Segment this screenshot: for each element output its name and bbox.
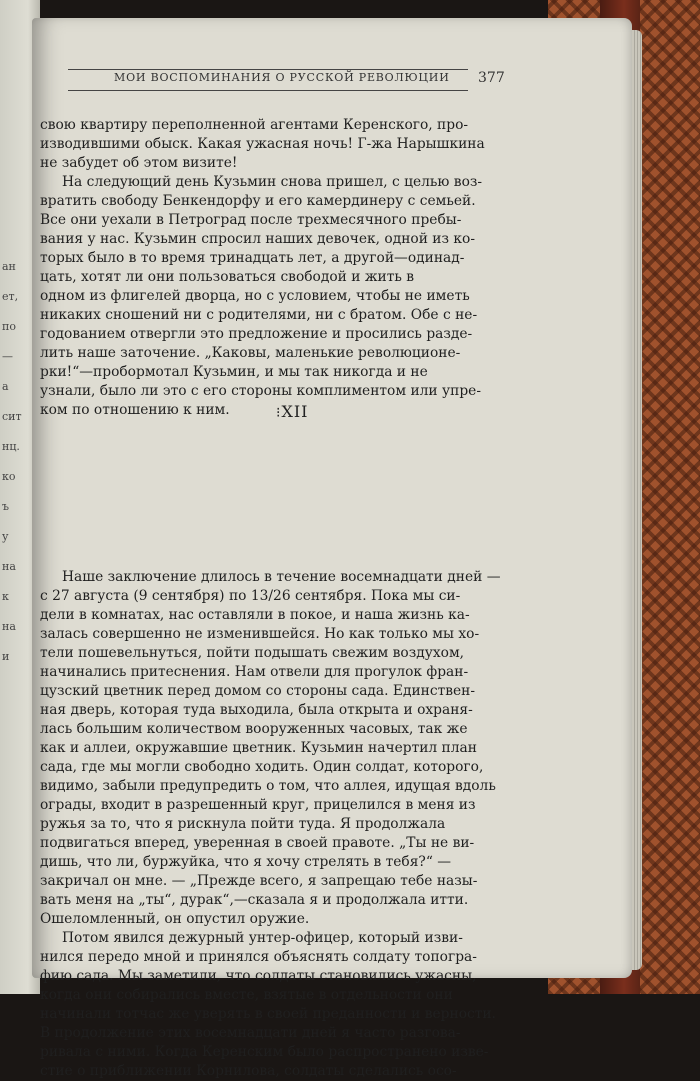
text-line: ком по отношению к ним. [40, 402, 230, 418]
chapter-mark-icon: ⁝ [276, 405, 282, 421]
text-line: торых было в то время тринадцать лет, а другой—одинад- [40, 250, 465, 266]
text-line: одном из флигелей дворца, но с условием, чтобы не иметь [40, 288, 470, 304]
text-line: подвигаться вперед, уверенная в своей правоте. „Ты не ви- [40, 835, 475, 851]
text-line: ограды, входит в разрешенный круг, прицелился в меня из [40, 797, 476, 813]
left-page-fragment: сит [2, 410, 22, 423]
paragraph-4 [40, 929, 502, 1081]
left-page-fragment: на [2, 620, 16, 633]
text-line: Наше заключение длилось в течение восемнадцати дней — [62, 569, 501, 585]
text-line: вратить свободу Бенкендорфу и его камердинеру с семьей. [40, 193, 476, 209]
text-line: свою квартиру переполненной агентами Керенского, про- [40, 117, 469, 133]
paragraph-3 [40, 568, 502, 929]
text-line: На следующий день Кузьмин снова пришел, с целью воз- [62, 174, 483, 190]
left-page-fragment: на [2, 560, 16, 573]
text-line: Ошеломленный, он опустил оружие. [40, 911, 310, 927]
text-line: ривала с ними. Когда Керенским было распространено изве- [40, 1044, 489, 1060]
text-line: изводившими обыск. Какая ужасная ночь! Г-жа Нарышкина [40, 136, 485, 152]
text-line: фию сада. Мы заметили, что солдаты становились ужасны, [40, 968, 477, 984]
left-page-fragment: ъ [2, 500, 9, 513]
left-page-fragment: и [2, 650, 10, 663]
left-page-fragment: а [2, 380, 9, 393]
left-page-fragment: ан [2, 260, 16, 273]
text-line: Потом явился дежурный унтер-офицер, который изви- [62, 930, 463, 946]
chapter-heading [276, 402, 308, 421]
text-line: ружья за то, что я рискнула пойти туда. Я продолжала [40, 816, 446, 832]
left-page-fragment: по [2, 320, 16, 333]
header-rule-bottom [68, 90, 468, 91]
text-line: не забудет об этом визите! [40, 155, 238, 171]
text-line: узнали, было ли это с его стороны комплиментом или упре- [40, 383, 481, 399]
text-line: начинали тотчас же уверять в своей преданности и верности. [40, 1006, 496, 1022]
header-rule-top [68, 69, 468, 70]
chapter-number: XII [281, 402, 309, 421]
text-line: залась совершенно не изменившейся. Но как только мы хо- [40, 626, 480, 642]
text-line: стие о приближении Корнилова, солдаты сделались осо- [40, 1063, 457, 1079]
page-number: 377 [478, 70, 505, 86]
text-line: Все они уехали в Петроград после трехмесячного пребы- [40, 212, 462, 228]
text-line: цузский цветник перед домом со стороны сада. Единствен- [40, 683, 476, 699]
text-line: лить наше заточение. „Каковы, маленькие революционе- [40, 345, 461, 361]
text-line: В продолжение этих восемнадцати дней я часто разгова- [40, 1025, 461, 1041]
body-text [40, 116, 502, 1081]
text-line: начинались притеснения. Нам отвели для прогулок фран- [40, 664, 469, 680]
paragraph-1 [40, 116, 502, 173]
left-page-fragment: — [2, 350, 13, 363]
text-line: никаких сношений ни с родителями, ни с братом. Обе с не- [40, 307, 478, 323]
text-line: дели в комнатах, нас оставляли в покое, и наша жизнь ка- [40, 607, 470, 623]
text-line: ная дверь, которая туда выходила, была открыта и охраня- [40, 702, 473, 718]
text-line: лась большим количеством вооруженных часовых, так же [40, 721, 468, 737]
left-page-fragment: у [2, 530, 9, 543]
text-line: дишь, что ли, буржуйка, что я хочу стрелять в тебя?“ — [40, 854, 452, 870]
text-line: рки!“—пробормотал Кузьмин, и мы так никогда и не [40, 364, 428, 380]
text-line: с 27 августа (9 сентября) по 13/26 сентября. Пока мы си- [40, 588, 461, 604]
text-line: сада, где мы могли свободно ходить. Один солдат, которого, [40, 759, 484, 775]
left-page-fragment: к [2, 590, 9, 603]
text-line: цать, хотят ли они пользоваться свободой и жить в [40, 269, 415, 285]
left-page-fragment: ет, [2, 290, 19, 303]
text-line: как и аллеи, окружавшие цветник. Кузьмин начертил план [40, 740, 477, 756]
text-line: когда они собирались вместе, взятые в отдельности они [40, 987, 453, 1003]
text-line: вать меня на „ты“, дурак“,—сказала я и продолжала итти. [40, 892, 469, 908]
text-line: вания у нас. Кузьмин спросил наших девочек, одной из ко- [40, 231, 475, 247]
left-page-fragment: ко [2, 470, 16, 483]
text-line: тели пошевельнуться, пойти подышать свежим воздухом, [40, 645, 465, 661]
text-line: закричал он мне. — „Прежде всего, я запрещаю тебе назы- [40, 873, 478, 889]
text-line: годованием отвергли это предложение и просились разде- [40, 326, 473, 342]
text-line: нился передо мной и принялся объяснять солдату топогра- [40, 949, 477, 965]
page-header [68, 60, 508, 90]
running-head: МОИ ВОСПОМИНАНИЯ О РУССКОЙ РЕВОЛЮЦИИ [114, 71, 450, 84]
left-page-fragment: нц. [2, 440, 20, 453]
text-line: видимо, забыли предупредить о том, что аллея, идущая вдоль [40, 778, 496, 794]
section-gap [40, 420, 502, 568]
paragraph-2 [40, 173, 502, 420]
